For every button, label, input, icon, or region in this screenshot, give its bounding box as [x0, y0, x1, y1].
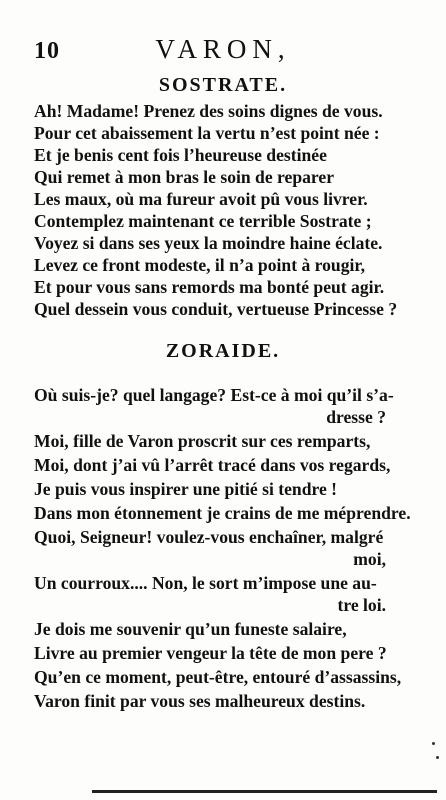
verse-line: Contemplez maintenant ce terrible Sostrate ;: [34, 211, 372, 231]
verse-line: Levez ce front modeste, il n’a point à rougir,: [34, 255, 365, 275]
verse-line-turnover: moi,: [353, 549, 386, 569]
verse-line-turnover: tre loi.: [337, 595, 386, 615]
print-speck: [432, 742, 435, 745]
verse-line-turnover: dresse ?: [326, 407, 386, 427]
verse-line: Ah! Madame! Prenez des soins dignes de vous.: [34, 101, 383, 121]
verse-line: Livre au premier vengeur la tête de mon pere ?: [34, 643, 387, 663]
verse-line: Moi, fille de Varon proscrit sur ces remparts,: [34, 431, 371, 451]
verse-line: Quel dessein vous conduit, vertueuse Princesse ?: [34, 299, 398, 319]
verse-line: Je dois me souvenir qu’un funeste salaire,: [34, 619, 347, 639]
verse-line: Dans mon étonnement je crains de me méprendre.: [34, 503, 411, 523]
verse-line: Et pour vous sans remords ma bonté peut agir.: [34, 277, 385, 297]
speaker-name: ZORAIDE.: [165, 340, 281, 362]
verse-line: Quoi, Seigneur! voulez-vous enchaîner, malgré: [34, 527, 384, 547]
print-speck: [436, 756, 439, 759]
verse-line: Les maux, où ma fureur avoit pû vous livrer.: [34, 189, 368, 209]
verse-line: Je puis vous inspirer une pitié si tendre !: [34, 479, 338, 499]
verse-line: Voyez si dans ses yeux la moindre haine éclate.: [34, 233, 383, 253]
verse-line: Un courroux.... Non, le sort m’impose une au-: [34, 573, 377, 593]
verse-line: Pour cet abaissement la vertu n’est point née :: [34, 123, 380, 143]
running-title: VARON,: [155, 34, 291, 64]
speaker-name: SOSTRATE.: [158, 74, 288, 96]
verse-line: Qu’en ce moment, peut-être, entouré d’assassins,: [34, 667, 402, 687]
page-number: 10: [34, 38, 60, 64]
verse-line: Varon finit par vous ses malheureux destins.: [34, 691, 366, 711]
verse-line: Et je benis cent fois l’heureuse destinée: [34, 145, 327, 165]
verse-line: Où suis-je? quel langage? Est-ce à moi qu’il s’a-: [34, 385, 394, 405]
verse-line: Moi, dont j’ai vû l’arrêt tracé dans vos regards,: [34, 455, 391, 475]
bottom-rule: [92, 790, 437, 793]
verse-line: Qui remet à mon bras le soin de reparer: [34, 167, 335, 187]
